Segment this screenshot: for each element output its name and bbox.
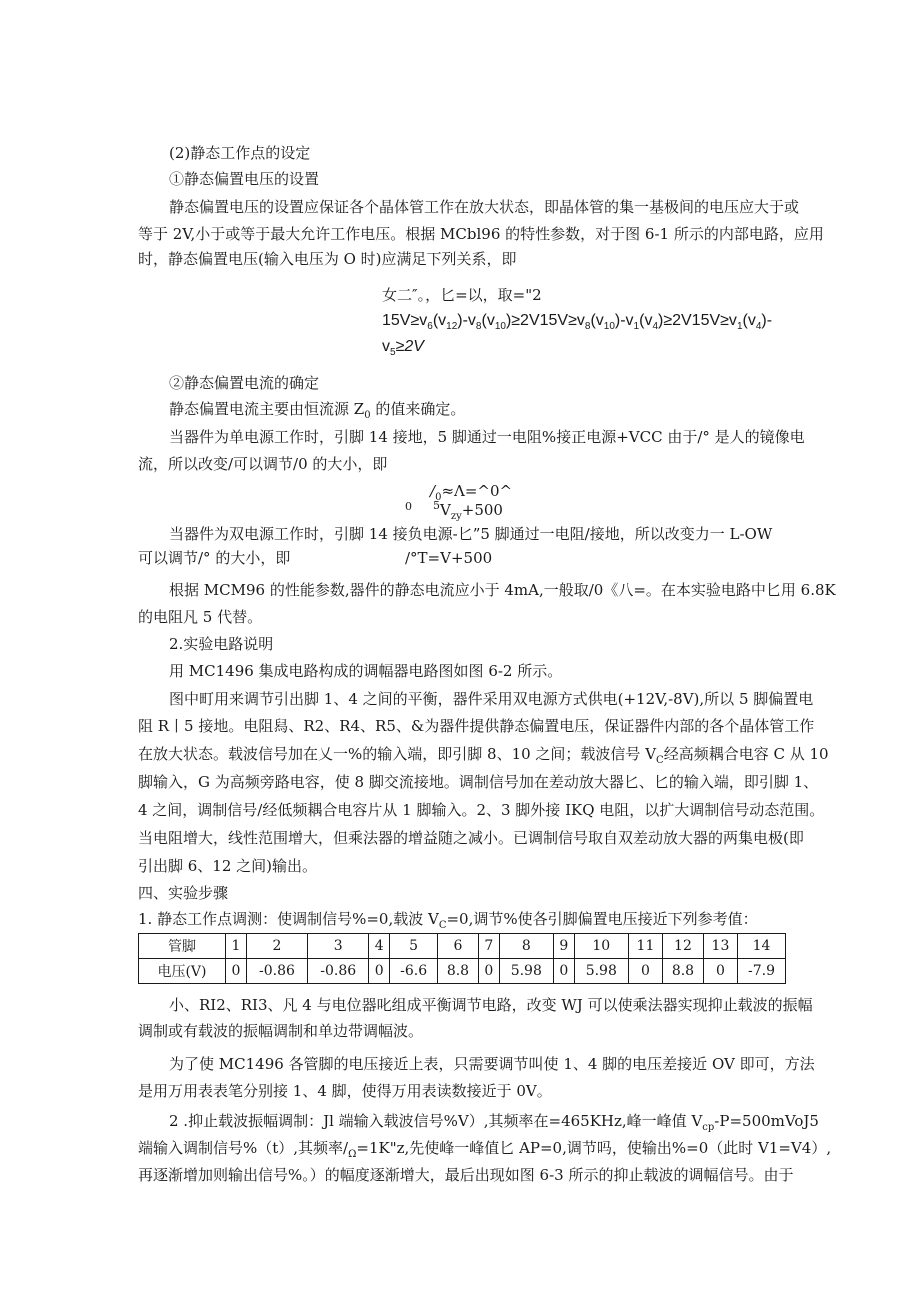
paragraph-line: 静态偏置电流主要由恒流源 $Z_0$ 的值来确定。 [169, 400, 466, 421]
table-cell: 0 [553, 959, 574, 984]
paragraph-line: 等于 2V,小于或等于最大允许工作电压。根据 MCbl96 的特性参数，对于图 6-1 所示的内部电路，应用 [138, 225, 824, 243]
table-cell: 14 [738, 934, 786, 959]
table-cell: 3 [308, 934, 369, 959]
paragraph-line: 当电阻增大，线性范围增大，但乘法器的增益随之减小。已调制信号取自双差动放大器的两集电极(即 [138, 829, 804, 847]
paragraph-line: 用 MC1496 集成电路构成的调幅器电路图如图 6-2 所示。 [169, 662, 563, 680]
table-cell: 2 [246, 934, 307, 959]
table-cell: 0 [478, 959, 499, 984]
table-header-cell: 电压(V) [139, 959, 226, 984]
section-heading-circuit: 2.实验电路说明 [169, 635, 274, 653]
table-cell: 0 [628, 959, 662, 984]
paragraph-line: 引出脚 6、12 之间)输出。 [138, 857, 318, 875]
paragraph-line: 阻 R丨5 接地。电阻舄、R2、R4、R5、&为器件提供静态偏置电压，保证器件内部的各个晶体管工作 [138, 717, 815, 735]
equation-label: 0 [405, 500, 412, 513]
table-cell: 9 [553, 934, 574, 959]
paragraph-line: 静态偏置电压的设置应保证各个晶体管工作在放大状态，即晶体管的集一基极间的电压应大于或 [169, 198, 800, 216]
paragraph-line: 可以调节/° 的大小，即 [138, 549, 291, 567]
paragraph-line: 是用万用表表笔分别接 1、4 脚，使得万用表读数接近于 0V。 [138, 1082, 552, 1100]
equation-line: $/_0\approx\Lambda=\^{}0\^{}$ [430, 482, 513, 503]
paragraph-line: 端输入调制信号%（t）,其频率$/_\Omega=1K"z$,先使峰一峰值匕 AP=0,调节吗，使输出%=0（此时 V1=V4）, [138, 1139, 832, 1160]
paragraph-line: 在放大状态。载波信号加在乂一%的输入端，即引脚 8、10 之间；载波信号 $V_C$经高频耦合电容 C 从 10 [138, 745, 829, 766]
table-cell: 8.8 [663, 959, 704, 984]
paragraph-line: 时，静态偏置电压(输入电压为 O 时)应满足下列关系，即 [138, 250, 517, 268]
table-cell: 6 [438, 934, 479, 959]
table-cell: 0 [369, 959, 390, 984]
table-cell: 4 [369, 934, 390, 959]
table-row-pins [139, 934, 786, 959]
equation-line: $^5V_{zy}+500$ [433, 499, 503, 522]
paragraph-line: 的电阻凡 5 代替。 [138, 608, 263, 626]
paragraph-line: 脚输入，G 为高频旁路电容，使 8 脚交流接地。调制信号加在差动放大器匕、匕的输入端，即引脚 1、 [138, 773, 819, 791]
equation-line: $15V\ge v_6(v_{12})-v_8(v_{10})\ge 2V15V\ge v_8(v_{10})-v_1(v_4)\ge 2V15V\ge v_1(v_4)-$ [382, 312, 773, 333]
equation-line: $v_5\ge 2V$ [382, 338, 424, 359]
paragraph-line: 调制或有载波的振幅调制和单边带调幅波。 [138, 1022, 424, 1040]
step-1-text: 1. 静态工作点调测：使调制信号%=0,载波 $V_C=0$,调节%使各引脚偏置电压接近下列参考值： [138, 910, 758, 931]
paragraph-line: 当器件为双电源工作时，引脚 14 接负电源-匕”5 脚通过一电阻/接地，所以改变力一 L-OW [169, 525, 773, 543]
equation-line: 女二″。，匕=以，取="2 [382, 286, 542, 304]
table-cell: -6.6 [390, 959, 438, 984]
step-2-text: 2 .抑止载波振幅调制：Jl 端输入载波信号%V）,其频率在=465KHz,峰一峰值 $V_{cp}-P=500mVoJ5$ [169, 1112, 819, 1133]
table-cell: -0.86 [246, 959, 307, 984]
paragraph-line: 再逐渐增加则输出信号%。）的幅度逐渐增大，最后出现如图 6-3 所示的抑止载波的调幅信号。由于 [138, 1166, 794, 1184]
table-cell: 5.98 [574, 959, 628, 984]
paragraph-line: 4 之间，调制信号/经低频耦合电容片从 1 脚输入。2、3 脚外接 IKQ 电阻，以扩大调制信号动态范围。 [138, 801, 825, 819]
paragraph-line: 流，所以改变/可以调节/0 的大小，即 [138, 455, 388, 473]
table-cell: 10 [574, 934, 628, 959]
table-cell: 11 [628, 934, 662, 959]
table-cell: 1 [226, 934, 247, 959]
paragraph-line: 当器件为单电源工作时，引脚 14 接地，5 脚通过一电阻%接正电源+VCC 由于/° 是人的镜像电 [169, 428, 805, 446]
table-cell: 0 [703, 959, 737, 984]
paragraph-line: 根据 MCM96 的性能参数,器件的静态电流应小于 4mA,一般取/0《八=。在本实验电路中匕用 6.8K [169, 581, 836, 599]
table-cell: 0 [226, 959, 247, 984]
paragraph-line: 为了使 MC1496 各管脚的电压接近上表，只需要调节叫使 1、4 脚的电压差接近 OV 即可，方法 [169, 1055, 815, 1073]
table-cell: 7 [478, 934, 499, 959]
paragraph-line: 小、RI2、RI3、凡 4 与电位器叱组成平衡调节电路，改变 WJ 可以使乘法器实现抑止载波的振幅 [169, 996, 813, 1014]
table-cell: 8.8 [438, 959, 479, 984]
table-row-voltages [139, 959, 786, 984]
table-cell: 5.98 [499, 959, 553, 984]
table-cell: 8 [499, 934, 553, 959]
subheading-bias-voltage: ①静态偏置电压的设置 [169, 170, 320, 188]
table-cell: 5 [390, 934, 438, 959]
table-header-cell: 管脚 [139, 934, 226, 959]
table-cell: 13 [703, 934, 737, 959]
section-heading-steps: 四、实验步骤 [138, 884, 229, 902]
equation-line: /°T=V+500 [405, 549, 493, 567]
table-cell: -7.9 [738, 959, 786, 984]
section-heading-static-point: (2)静态工作点的设定 [169, 144, 311, 162]
paragraph-line: 图中町用来调节引出脚 1、4 之间的平衡，器件采用双电源方式供电(+12V,-8V),所以 5 脚偏置电 [169, 690, 814, 708]
pin-voltage-table [138, 933, 786, 984]
subheading-bias-current: ②静态偏置电流的确定 [169, 374, 320, 392]
table-cell: 12 [663, 934, 704, 959]
table-cell: -0.86 [308, 959, 369, 984]
